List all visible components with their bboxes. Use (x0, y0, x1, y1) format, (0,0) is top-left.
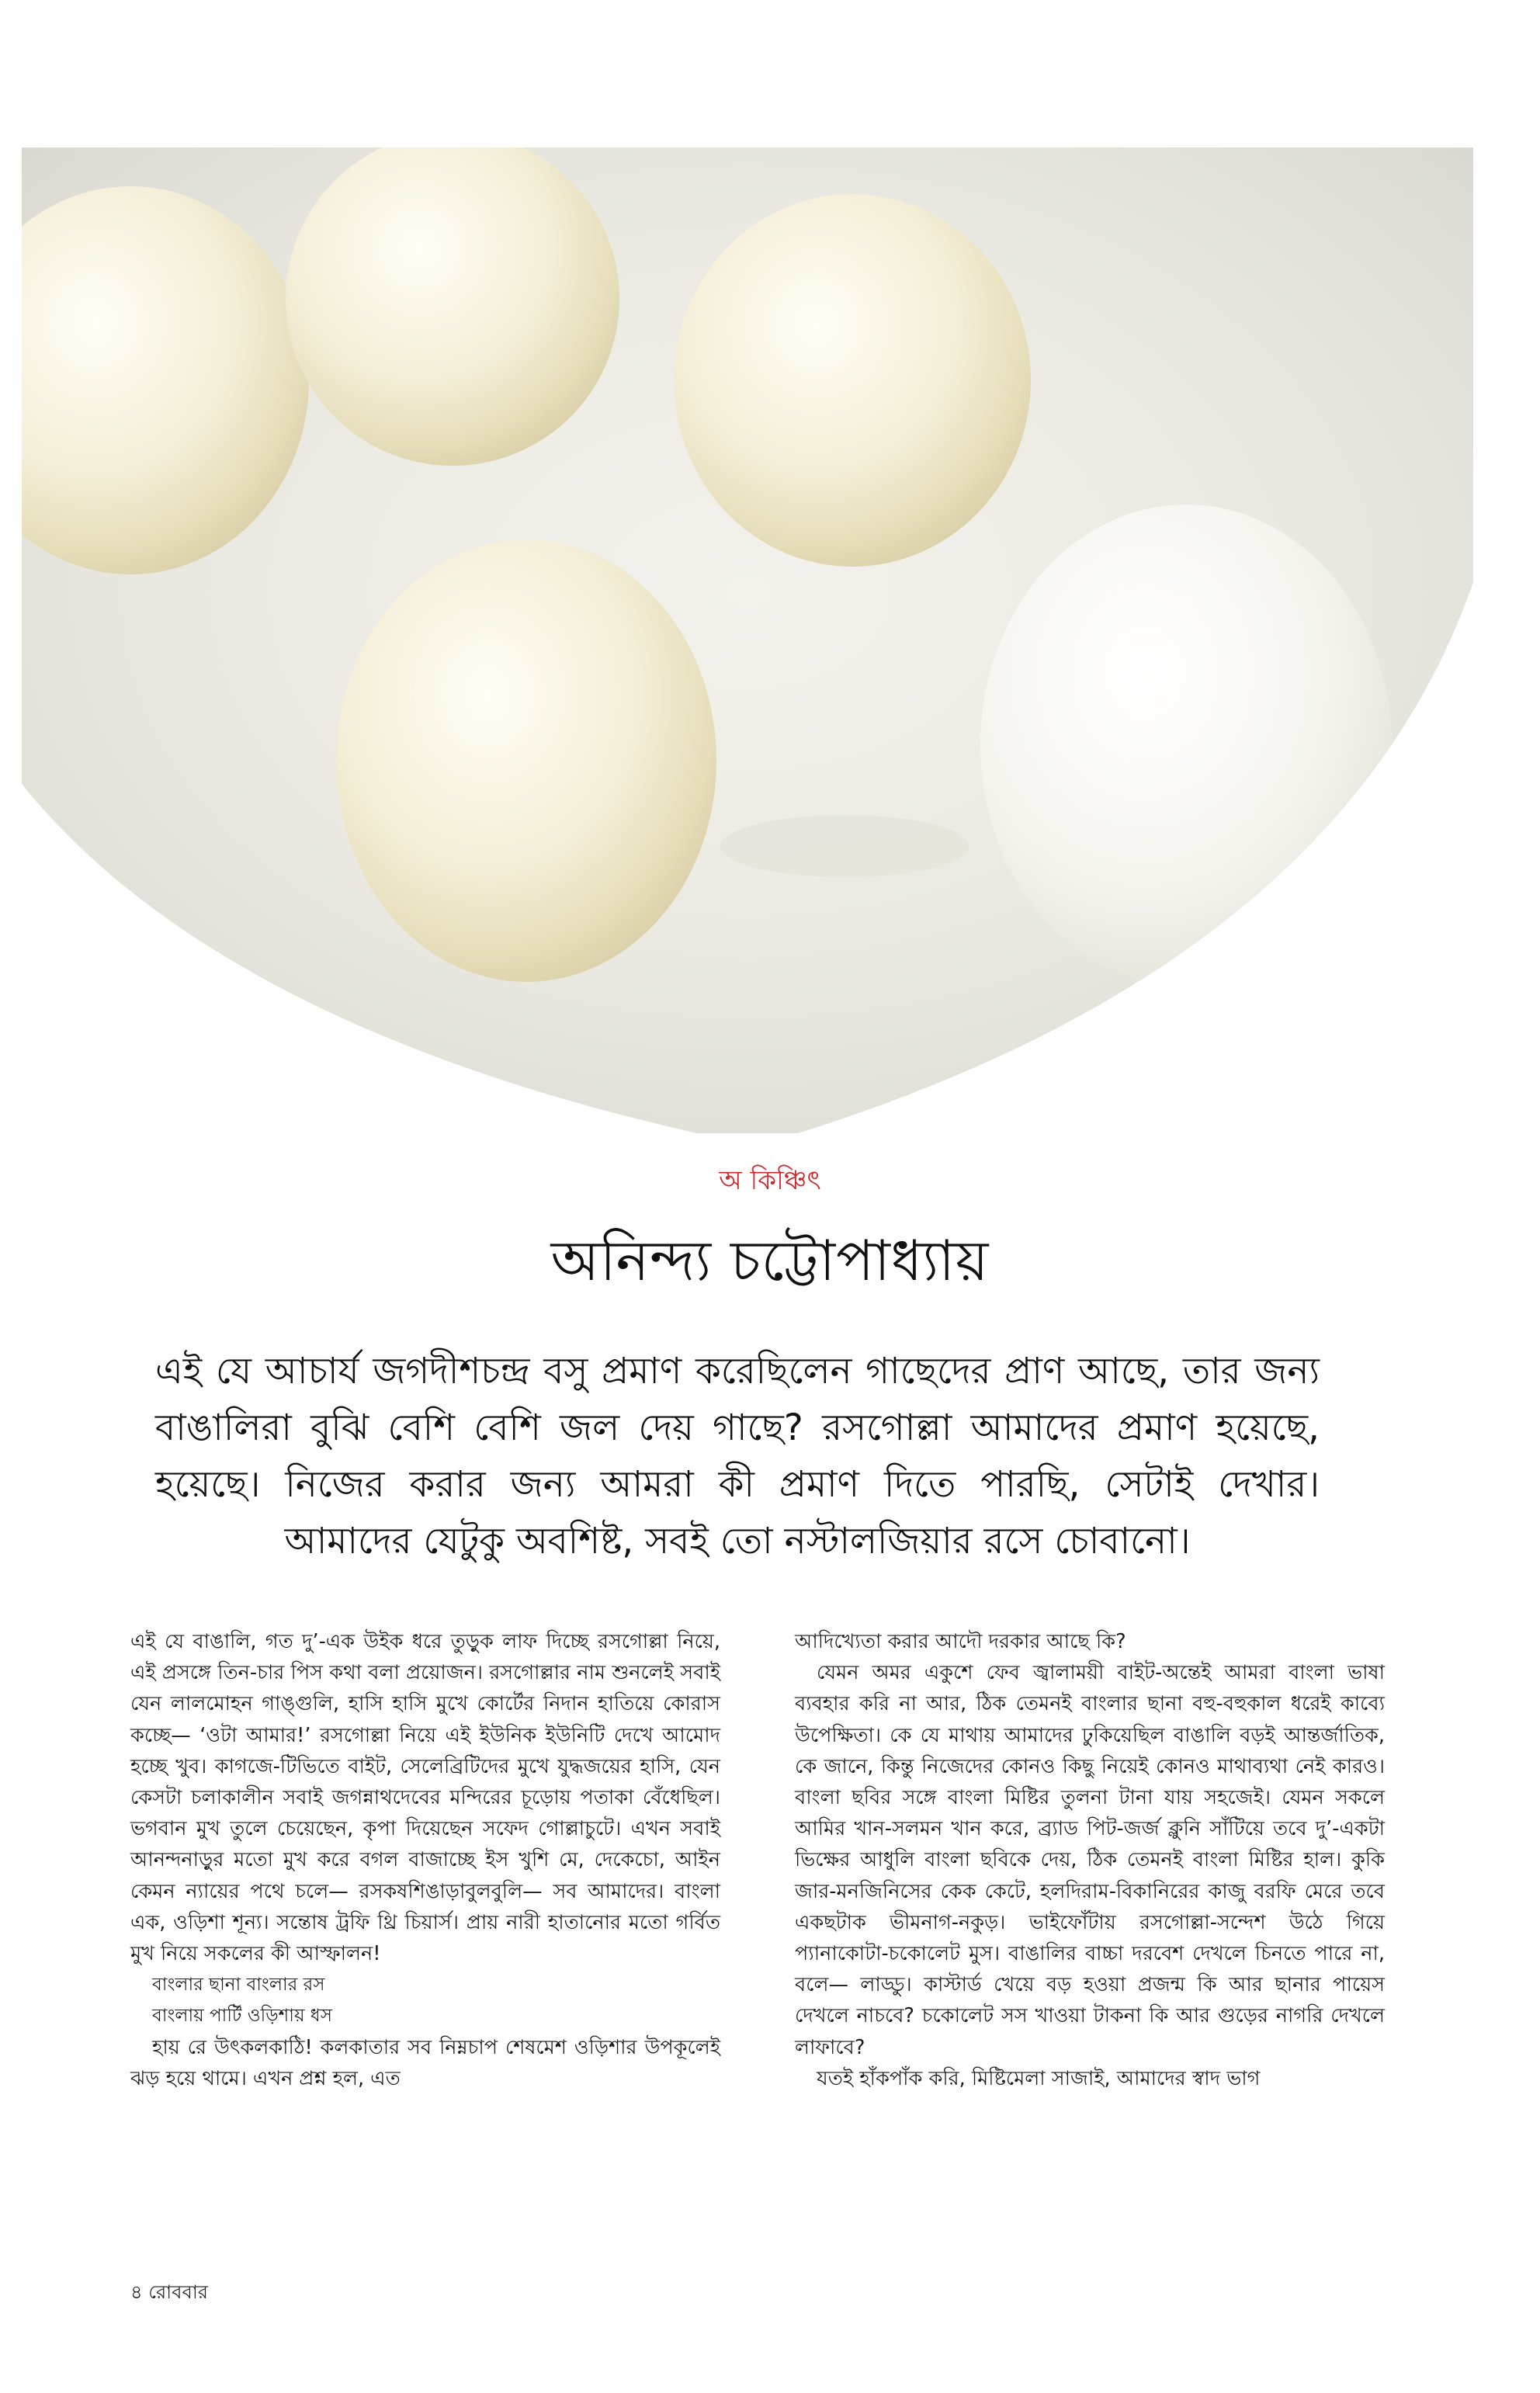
body-paragraph: যেমন অমর একুশে ফেব জ্বালাময়ী বাইট-অন্তেই আমরা বাংলা ভাষা ব্যবহার করি না আর, ঠিক তেমনই বাংলার ছানা বহু-বহুকাল ধরেই কাব্যে উপেক্ষিতা। কে যে মাথায় আমাদের ঢুকিয়েছিল বাঙালি বড়ই আন্তর্জাতিক, কে জানে, কিন্তু নিজেদের কোনও কিছু নিয়েই কোনও মাথাব্যথা নেই কারও। বাংলা ছবির সঙ্গে বাংলা মিষ্টির তুলনা টানা যায় সহজেই। যেমন সকলে আমির খান-সলমন খান করে, ব্র্যাড পিট-জর্জ ক্লুনি সাঁটিয়ে তবে দু’-একটা ভিক্ষের আধুলি বাংলা ছবিকে দেয়, ঠিক তেমনই বাংলা মিষ্টির হাল। কুকি জার-মনজিনিসের কেক কেটে, হলদিরাম-বিকানিরের কাজু বরফি মেরে তবে একছটাক ভীমনাগ-নকুড়। ভাইফোঁটায় রসগোল্লা-সন্দেশ উঠে গিয়ে প্যানাকোটা-চকোলেট মুস। বাঙালির বাচ্চা দরবেশ দেখলে চিনতে পারে না, বলে— লাড্ডু। কাস্টার্ড খেয়ে বড় হওয়া প্রজন্ম কি আর ছানার পায়েস দেখলে নাচবে? চকোলেট সস খাওয়া টাকনা কি আর গুড়ের নাগরি দেখলে লাফাবে? (795, 1661, 1385, 2059)
verse-line: বাংলায় পার্টি ওড়িশায় ধস (152, 2006, 332, 2027)
body-paragraph: যতই হাঁকপাঁক করি, মিষ্টিমেলা সাজাই, আমাদের স্বাদ ভাগ (817, 2066, 1261, 2090)
rasgulla-bowl-icon (22, 147, 1473, 1133)
section-kicker: অ কিঞ্চিৎ (719, 1165, 821, 1196)
verse-line: বাংলার ছানা বাংলার রস (152, 1975, 325, 1996)
left-column (130, 1626, 720, 2094)
lead-paragraph: এই যে আচার্য জগদীশচন্দ্র বসু প্রমাণ করেছিলেন গাছেদের প্রাণ আছে, তার জন্য বাঙালিরা বুঝি বেশি বেশি জল দেয় গাছে? রসগোল্লা আমাদের প্রমাণ হয়েছে, হয়েছে। নিজের করার জন্য আমরা কী প্রমাণ দিতে পারছি, সেটাই দেখার। আমাদের যেটুকু অবশিষ্ট, সবই তো নস্টালজিয়ার রসে চোবানো। (155, 1350, 1320, 1562)
body-paragraph: হায় রে উৎকলকাঠি! কলকাতার সব নিম্নচাপ শেষমেশ ওড়িশার উপকূলেই ঝড় হয়ে থামে। এখন প্রশ্ন হল, এত (130, 2035, 720, 2090)
body-paragraph: আদিখ্যেতা করার আদৌ দরকার আছে কি? (795, 1630, 1126, 1653)
right-column (795, 1626, 1385, 2094)
body-paragraph: এই যে বাঙালি, গত দু’-এক উইক ধরে তুড়ুক লাফ দিচ্ছে রসগোল্লা নিয়ে, এই প্রসঙ্গে তিন-চার পিস কথা বলা প্রয়োজন। রসগোল্লার নাম শুনলেই সবাই যেন লালমোহন গাঙ্গুলি, হাসি হাসি মুখে কোর্টের নিদান হাতিয়ে কোরাস কচ্ছে— ‘ওটা আমার!’ রসগোল্লা নিয়ে এই ইউনিক ইউনিটি দেখে আমোদ হচ্ছে খুব। কাগজে-টিভিতে বাইট, সেলেব্রিটিদের মুখে যুদ্ধজয়ের হাসি, যেন কেসটা চলাকালীন সবাই জগন্নাথদেবের মন্দিরের চূড়োয় পতাকা বেঁধেছিল। ভগবান মুখ তুলে চেয়েছেন, কৃপা দিয়েছেন সফেদ গোল্লাচুটে। এখন সবাই আনন্দনাড়ুর মতো মুখ করে বগল বাজাচ্ছে ইস খুশি মে, দেকেচো, আইন কেমন ন্যায়ের পথে চলে— রসকষশিঙাড়াবুলবুলি— সব আমাদের। বাংলা এক, ওড়িশা শূন্য। সন্তোষ ট্রফি থ্রি চিয়ার্স। প্রায় নারী হাতানোর মতো গর্বিত মুখ নিয়ে সকলের কী আস্ফালন! (130, 1630, 720, 1966)
author-name: অনিন্দ্য চট্টোপাধ্যায় (550, 1228, 990, 1293)
page-footer: ৪ রোববার (130, 2281, 208, 2303)
rasgulla-photo (22, 147, 1473, 1133)
